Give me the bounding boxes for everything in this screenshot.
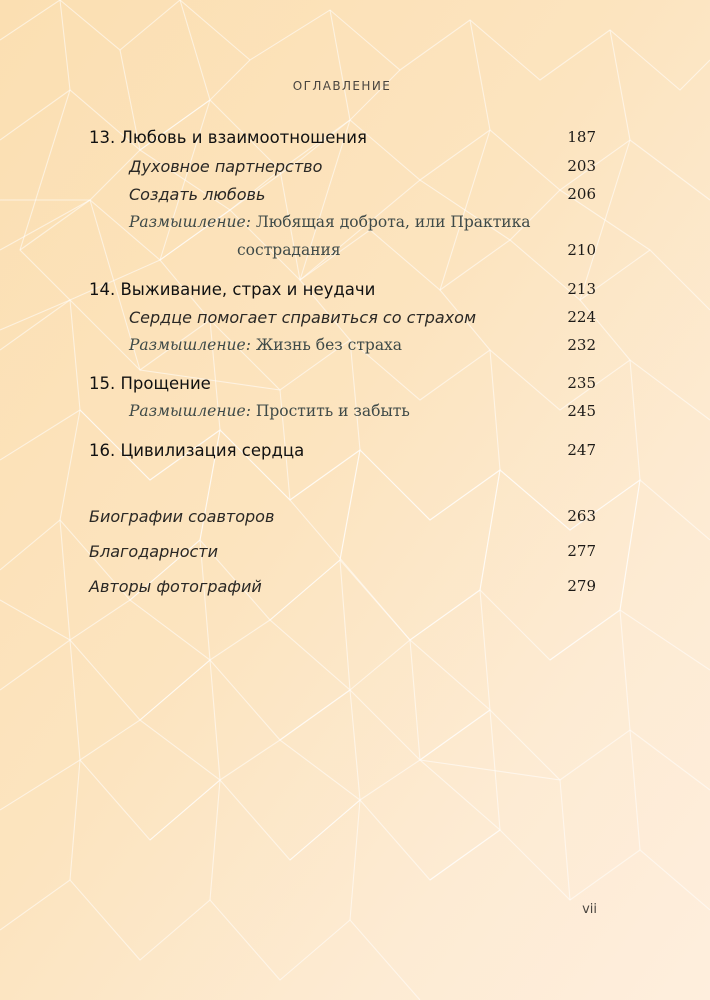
chapter-title: 15. Прощение bbox=[89, 374, 211, 393]
page-number: 206 bbox=[567, 185, 596, 203]
chapter-title: 13. Любовь и взаимоотношения bbox=[89, 128, 367, 147]
meditation-text: Любящая доброта, или Практика bbox=[255, 213, 531, 231]
meditation-label: Размышление: bbox=[129, 402, 251, 420]
page-number: 263 bbox=[567, 507, 596, 525]
page-number: 210 bbox=[567, 241, 596, 259]
page-number: 187 bbox=[567, 128, 596, 146]
page-number: 277 bbox=[567, 542, 596, 560]
page-number: 245 bbox=[567, 402, 596, 420]
section-title: Создать любовь bbox=[129, 185, 266, 204]
section-title: Духовное партнерство bbox=[129, 157, 323, 176]
page-number: 235 bbox=[567, 374, 596, 392]
toc-heading: ОГЛАВЛЕНИЕ bbox=[292, 79, 392, 93]
meditation-label: Размышление: bbox=[129, 213, 251, 231]
meditation-title bbox=[129, 336, 402, 354]
meditation-text: Жизнь без страха bbox=[255, 336, 403, 354]
page-folio: vii bbox=[582, 902, 597, 917]
section-title: Сердце помогает справиться со страхом bbox=[129, 308, 477, 327]
meditation-title bbox=[129, 213, 531, 231]
backmatter-title: Биографии соавторов bbox=[89, 507, 275, 526]
page-number: 279 bbox=[567, 577, 596, 595]
chapter-title: 14. Выживание, страх и неудачи bbox=[89, 280, 376, 299]
page-number: 203 bbox=[567, 157, 596, 175]
meditation-text: Простить и забыть bbox=[255, 402, 410, 420]
page-number: 232 bbox=[567, 336, 596, 354]
page-number: 213 bbox=[567, 280, 596, 298]
page-number: 247 bbox=[567, 441, 596, 459]
backmatter-title: Благодарности bbox=[89, 542, 218, 561]
meditation-text-cont: сострадания bbox=[237, 241, 341, 259]
page-number: 224 bbox=[567, 308, 596, 326]
meditation-title bbox=[129, 402, 410, 420]
backmatter-title: Авторы фотографий bbox=[89, 577, 262, 596]
chapter-title: 16. Цивилизация сердца bbox=[89, 441, 305, 460]
meditation-label: Размышление: bbox=[129, 336, 251, 354]
